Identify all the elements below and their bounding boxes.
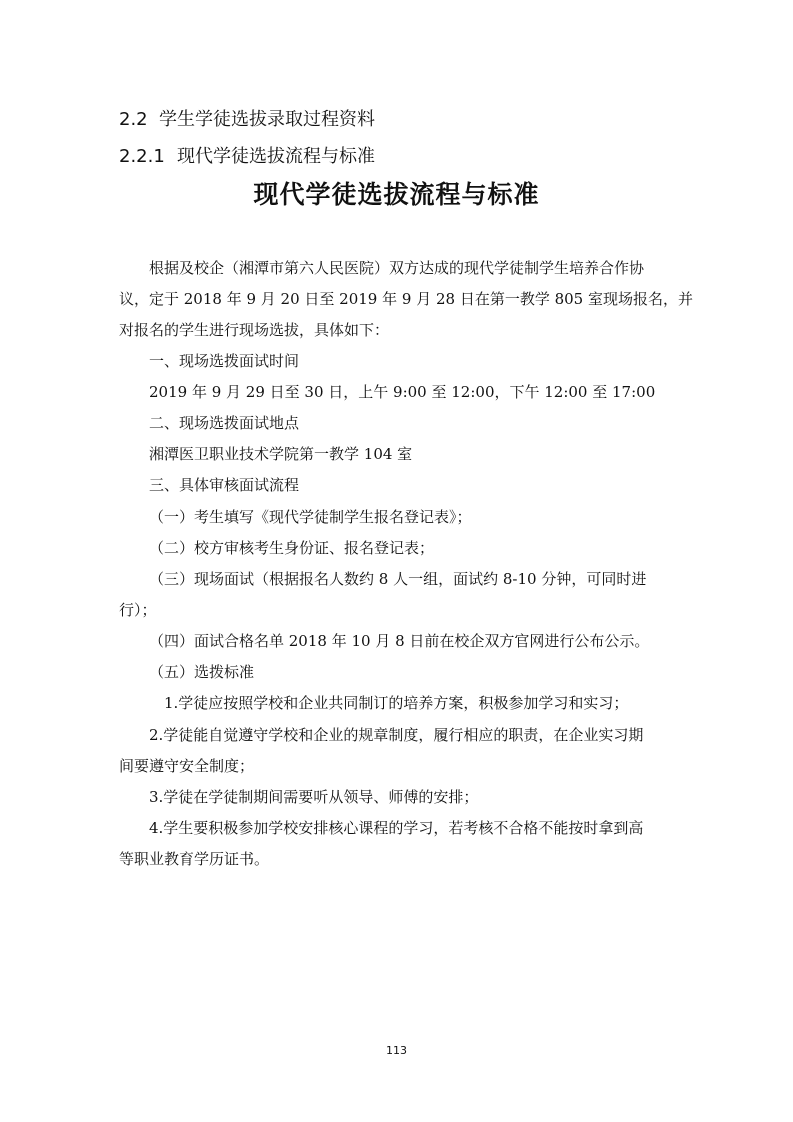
process-step-3-continued: 行）； — [119, 601, 157, 619]
criterion-4-continued: 等职业教育学历证书。 — [119, 850, 270, 868]
criterion-2-continued: 间要遵守安全制度； — [119, 757, 255, 775]
time-heading: 一、现场选拨面试时间 — [149, 352, 300, 370]
intro-line-1: 根据及校企（湘潭市第六人民医院）双方达成的现代学徒制学生培养合作协 — [149, 259, 645, 277]
page-number: 113 — [386, 1044, 407, 1057]
intro-line-3: 对报名的学生进行现场选拔，具体如下： — [119, 321, 390, 339]
process-step-1: （一）考生填写《现代学徒制学生报名登记表》； — [149, 508, 472, 526]
section-number: 2.2 — [119, 109, 148, 130]
criterion-3: 3.学徒在学徒制期间需要听从领导、师傅的安排； — [149, 788, 479, 806]
intro-line-2: 议，定于 2018 年 9 月 20 日至 2019 年 9 月 28 日在第一教学 805 室现场报名，并 — [119, 290, 693, 308]
place-heading: 二、现场选拨面试地点 — [149, 414, 300, 432]
process-step-2: （二）校方审核考生身份证、报名登记表； — [149, 539, 435, 557]
document-title: 现代学徒选拔流程与标准 — [253, 180, 540, 209]
process-step-3: （三）现场面试（根据报名人数约 8 人一组，面试约 8-10 分钟，可同时进 — [149, 570, 647, 588]
section-heading — [119, 109, 375, 131]
place-value: 湘潭医卫职业技术学院第一教学 104 室 — [149, 445, 413, 463]
subsection-title: 现代学徒选拔流程与标准 — [177, 146, 375, 167]
process-step-4: （四）面试合格名单 2018 年 10 月 8 日前在校企双方官网进行公布公示。 — [149, 632, 650, 650]
process-step-5: （五）选拨标准 — [149, 663, 255, 681]
subsection-heading — [119, 146, 375, 168]
criterion-1: 1.学徒应按照学校和企业共同制订的培养方案，积极参加学习和实习； — [164, 694, 629, 712]
criterion-2: 2.学徒能自觉遵守学校和企业的规章制度，履行相应的职责，在企业实习期 — [149, 726, 644, 744]
subsection-number: 2.2.1 — [119, 146, 165, 167]
process-heading: 三、具体审核面试流程 — [149, 476, 300, 494]
section-title: 学生学徒选拔录取过程资料 — [159, 109, 375, 130]
time-value: 2019 年 9 月 29 日至 30 日，上午 9:00 至 12:00，下午 12:00 至 17:00 — [149, 383, 656, 401]
criterion-4: 4.学生要积极参加学校安排核心课程的学习，若考核不合格不能按时拿到高 — [149, 819, 644, 837]
